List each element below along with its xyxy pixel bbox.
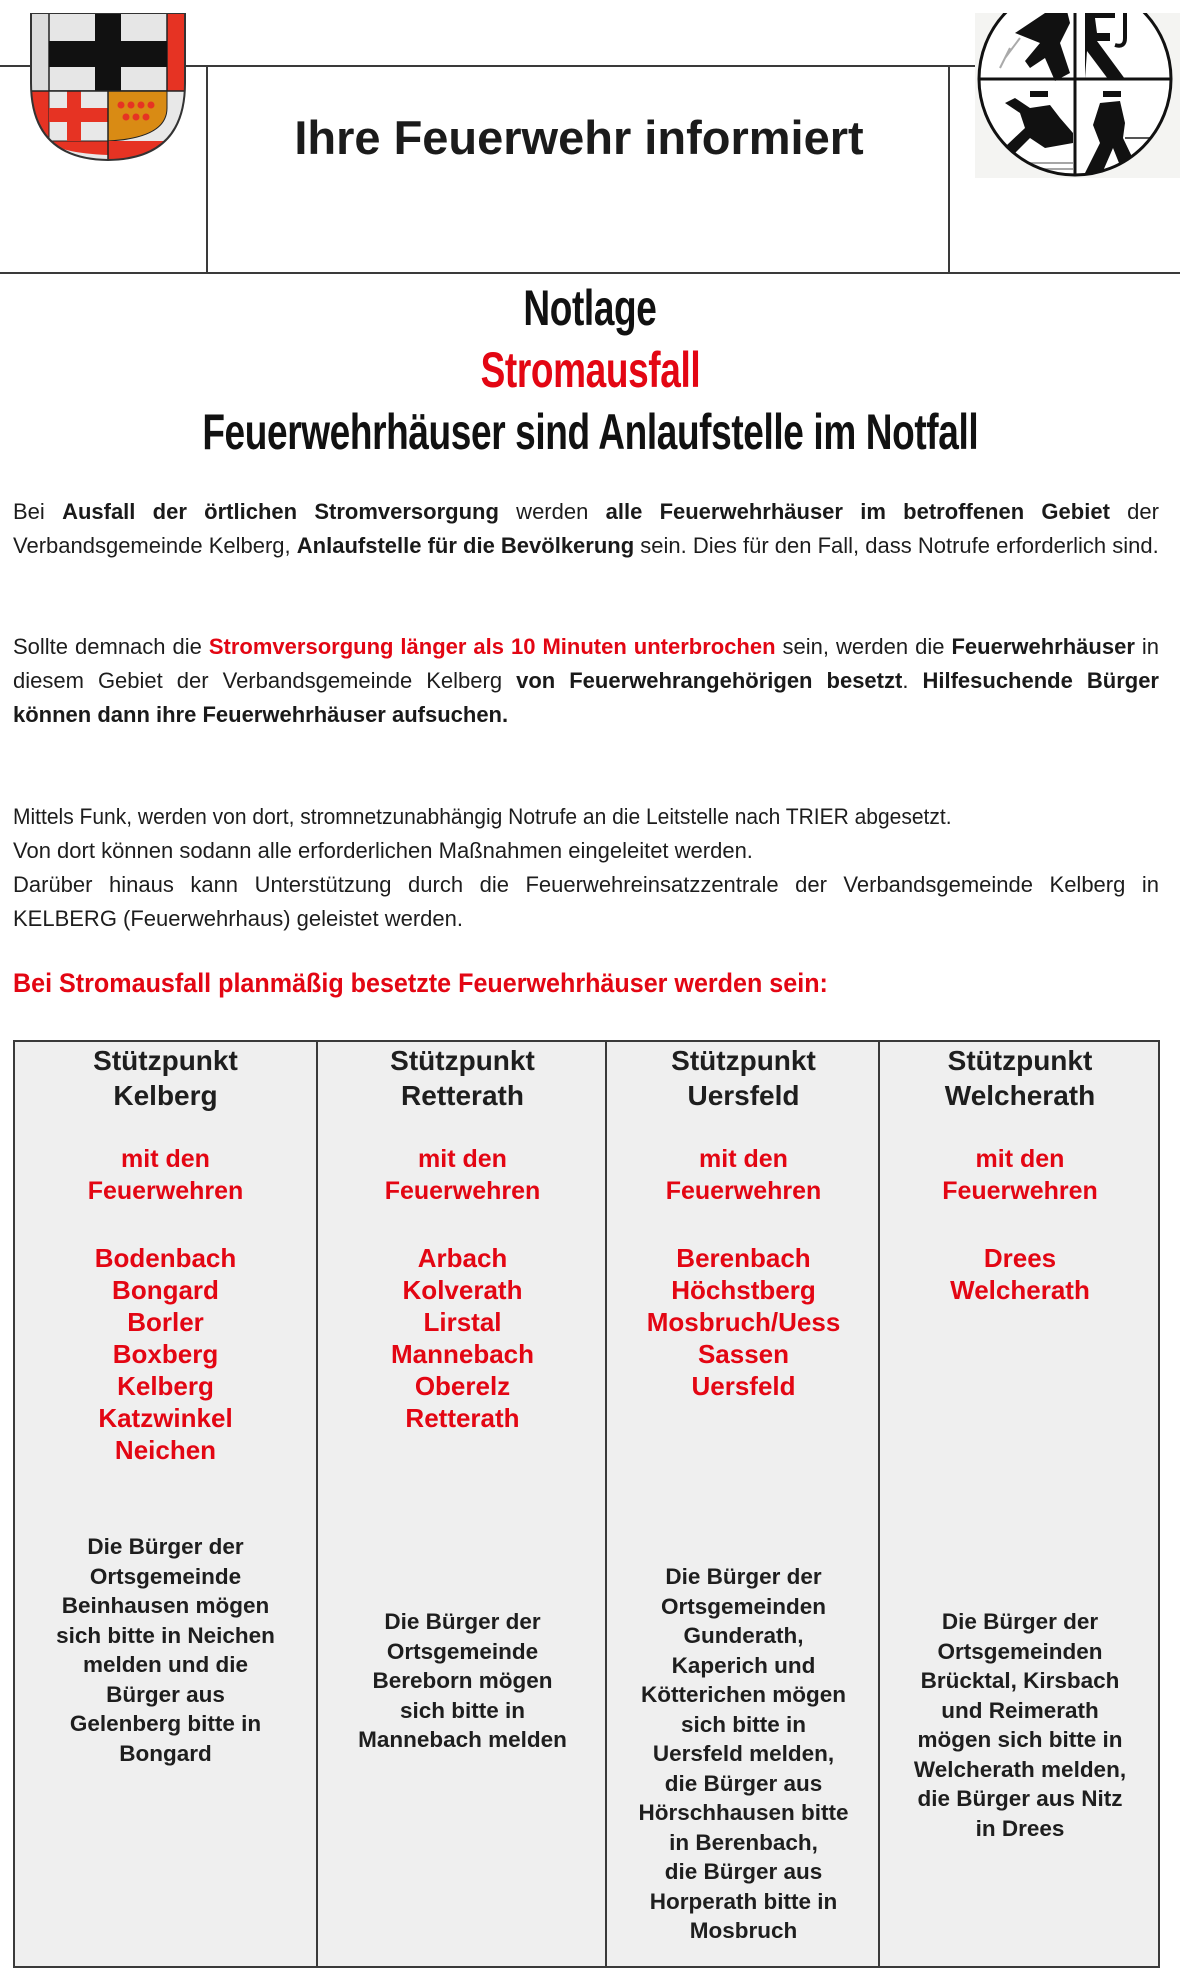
- headline-line-3: Feuerwehrhäuser sind Anlaufstelle im Notfall: [202, 404, 978, 460]
- note-line: Mannebach melden: [358, 1727, 567, 1752]
- text: Bei: [13, 499, 63, 524]
- headline-notlage: [0, 278, 1180, 338]
- note-line: Gunderath,: [683, 1623, 804, 1648]
- note-line: mögen sich bitte in: [917, 1727, 1123, 1752]
- subtitle-line: mit den: [975, 1145, 1065, 1173]
- station-title: [15, 1043, 316, 1113]
- note-line: sich bitte in: [680, 1711, 806, 1737]
- list-item: Berenbach: [676, 1243, 811, 1273]
- list-item: Borler: [127, 1307, 204, 1337]
- subtitle-line: mit den: [121, 1145, 210, 1173]
- station-name: Kelberg: [113, 1080, 218, 1111]
- station-name: Uersfeld: [687, 1080, 800, 1111]
- headline-stromausfall: [0, 340, 1180, 400]
- list-item: Mannebach: [390, 1339, 535, 1369]
- note-line: Kötterichen mögen: [640, 1682, 847, 1707]
- station-column-retterath: [316, 1042, 607, 1966]
- subtitle-line: Feuerwehren: [665, 1177, 822, 1205]
- list-item: Kolverath: [402, 1275, 523, 1305]
- note-line: Die Bürger der: [941, 1609, 1099, 1634]
- headline-line-1: Notlage: [523, 280, 657, 336]
- stations-table: [13, 1040, 1160, 1968]
- text: der Verbandsgemeinde Kelberg,: [13, 499, 1159, 558]
- brigades-list: [880, 1242, 1160, 1306]
- header-bottom-rule: [0, 272, 1180, 274]
- note-line: Brücktal, Kirsbach: [920, 1668, 1120, 1693]
- note-line: die Bürger aus: [664, 1770, 823, 1796]
- text: in diesem Gebiet der Verbandsgemeinde Kelberg: [13, 634, 1159, 693]
- bold-text: Ausfall der örtlichen Stromversorgung: [62, 499, 499, 524]
- brigades-subtitle: [318, 1143, 607, 1207]
- note-line: die Bürger aus Nitz: [917, 1786, 1123, 1811]
- note-line: Bürger aus: [106, 1681, 225, 1707]
- note-line: Die Bürger der: [384, 1609, 541, 1634]
- note-line: in Berenbach,: [669, 1829, 818, 1855]
- note-line: Ortsgemeinden: [660, 1593, 827, 1619]
- header-title: Ihre Feuerwehr informiert: [294, 111, 864, 164]
- station-name: Retterath: [401, 1080, 524, 1111]
- station-label: Stützpunkt: [93, 1045, 238, 1076]
- note-line: Die Bürger der: [665, 1564, 822, 1589]
- text: .: [902, 668, 923, 693]
- note-line: Bereborn mögen: [372, 1668, 553, 1693]
- note-line: in Drees: [975, 1815, 1065, 1841]
- text: sein. Dies für den Fall, dass Notrufe erforderlich sind.: [634, 533, 1159, 558]
- list-item: Oberelz: [414, 1371, 511, 1401]
- subtitle-line: mit den: [699, 1145, 788, 1173]
- station-title: [607, 1043, 880, 1113]
- section-heading: Bei Stromausfall planmäßig besetzte Feuerwehrhäuser werden sein:: [13, 968, 828, 998]
- paragraph-staffing-info: [13, 630, 1159, 732]
- station-name: Welcherath: [944, 1080, 1096, 1111]
- brigades-list: [607, 1242, 880, 1402]
- brigades-subtitle: [880, 1143, 1160, 1207]
- list-item: Mosbruch/Uess: [646, 1307, 841, 1337]
- headline-line-2: Stromausfall: [480, 342, 700, 398]
- bold-text: Hilfesuchende Bürger können dann ihre Feuerwehrhäuser aufsuchen.: [13, 668, 1159, 727]
- note-line: Mosbruch: [689, 1918, 798, 1943]
- note-line: Bongard: [119, 1740, 212, 1766]
- bold-text: alle Feuerwehrhäuser im betroffenen Gebiet: [605, 499, 1110, 524]
- citizen-note: [886, 1607, 1154, 1843]
- coat-of-arms-logo: [29, 13, 187, 161]
- list-item: Kelberg: [117, 1371, 214, 1401]
- text-line: Von dort können sodann alle erforderlichen Maßnahmen eingeleitet werden.: [13, 838, 753, 863]
- fire-brigade-emblem: [975, 13, 1180, 178]
- station-label: Stützpunkt: [671, 1045, 816, 1076]
- subtitle-line: Feuerwehren: [87, 1177, 244, 1205]
- brigades-subtitle: [607, 1143, 880, 1207]
- list-item: Sassen: [697, 1339, 790, 1369]
- list-item: Arbach: [417, 1243, 508, 1273]
- note-line: Ortsgemeinde: [386, 1638, 539, 1664]
- list-item: Boxberg: [112, 1339, 219, 1369]
- list-item: Höchstberg: [671, 1275, 816, 1305]
- headline-anlaufstelle: [0, 402, 1180, 462]
- list-item: Drees: [983, 1243, 1057, 1273]
- citizen-note: [21, 1532, 310, 1768]
- station-title: [880, 1043, 1160, 1113]
- highlight-text: Stromversorgung länger als 10 Minuten unterbrochen: [208, 634, 776, 659]
- list-item: Lirstal: [423, 1307, 502, 1337]
- note-line: Kaperich und: [671, 1652, 816, 1678]
- station-label: Stützpunkt: [947, 1045, 1093, 1076]
- note-line: Hörschhausen bitte: [638, 1800, 849, 1825]
- subtitle-line: mit den: [418, 1145, 507, 1173]
- note-line: Horperath bitte in: [649, 1888, 838, 1914]
- text: werden: [498, 499, 606, 524]
- station-label: Stützpunkt: [390, 1045, 535, 1076]
- citizen-note: [613, 1562, 874, 1946]
- list-item: Neichen: [114, 1435, 217, 1465]
- paragraph-radio-info: [13, 800, 1159, 936]
- brigades-list: [15, 1242, 316, 1466]
- station-column-welcherath: [878, 1042, 1160, 1966]
- note-line: Die Bürger der: [87, 1534, 244, 1559]
- list-item: Uersfeld: [691, 1371, 796, 1401]
- text-line: Mittels Funk, werden von dort, stromnetzunabhängig Notrufe an die Leitstelle nach TRIER abgesetzt.: [13, 804, 952, 829]
- note-line: Welcherath melden,: [913, 1756, 1127, 1782]
- list-item: Welcherath: [950, 1275, 1090, 1305]
- note-line: die Bürger aus: [664, 1859, 823, 1884]
- bold-text: Anlaufstelle für die Bevölkerung: [296, 533, 635, 558]
- text: Sollte demnach die: [13, 634, 209, 659]
- note-line: sich bitte in: [399, 1697, 525, 1723]
- subtitle-line: Feuerwehren: [384, 1177, 541, 1205]
- paragraph-outage-info: [13, 495, 1159, 563]
- brigades-list: [318, 1242, 607, 1434]
- header-left-divider: [206, 65, 208, 273]
- subtitle-line: Feuerwehren: [942, 1177, 1098, 1205]
- list-item: Retterath: [405, 1403, 520, 1433]
- note-line: Ortsgemeinden: [937, 1638, 1103, 1664]
- station-title: [318, 1043, 607, 1113]
- text: sein, werden die: [775, 634, 952, 659]
- list-item: Katzwinkel: [98, 1403, 233, 1433]
- list-item: Bongard: [112, 1275, 219, 1305]
- note-line: und Reimerath: [941, 1697, 1099, 1723]
- bold-text: von Feuerwehrangehörigen besetzt: [516, 668, 903, 693]
- station-column-kelberg: [15, 1042, 316, 1966]
- station-column-uersfeld: [605, 1042, 880, 1966]
- note-line: sich bitte in Neichen: [56, 1622, 275, 1648]
- bold-text: Feuerwehrhäuser: [951, 634, 1135, 659]
- text-line: Darüber hinaus kann Unterstützung durch die Feuerwehreinsatzzentrale der Verbandsgemeinde Kelberg in KELBERG (Feuerwehrhaus) geleistet werden.: [13, 872, 1159, 931]
- citizen-note: [324, 1607, 601, 1755]
- note-line: Uersfeld melden,: [652, 1741, 835, 1766]
- brigades-subtitle: [15, 1143, 316, 1207]
- note-line: Ortsgemeinde: [89, 1563, 242, 1589]
- list-item: Bodenbach: [94, 1243, 237, 1273]
- header-right-divider: [948, 65, 950, 273]
- note-line: Beinhausen mögen: [61, 1593, 270, 1618]
- note-line: melden und die: [82, 1652, 248, 1677]
- note-line: Gelenberg bitte in: [69, 1711, 262, 1736]
